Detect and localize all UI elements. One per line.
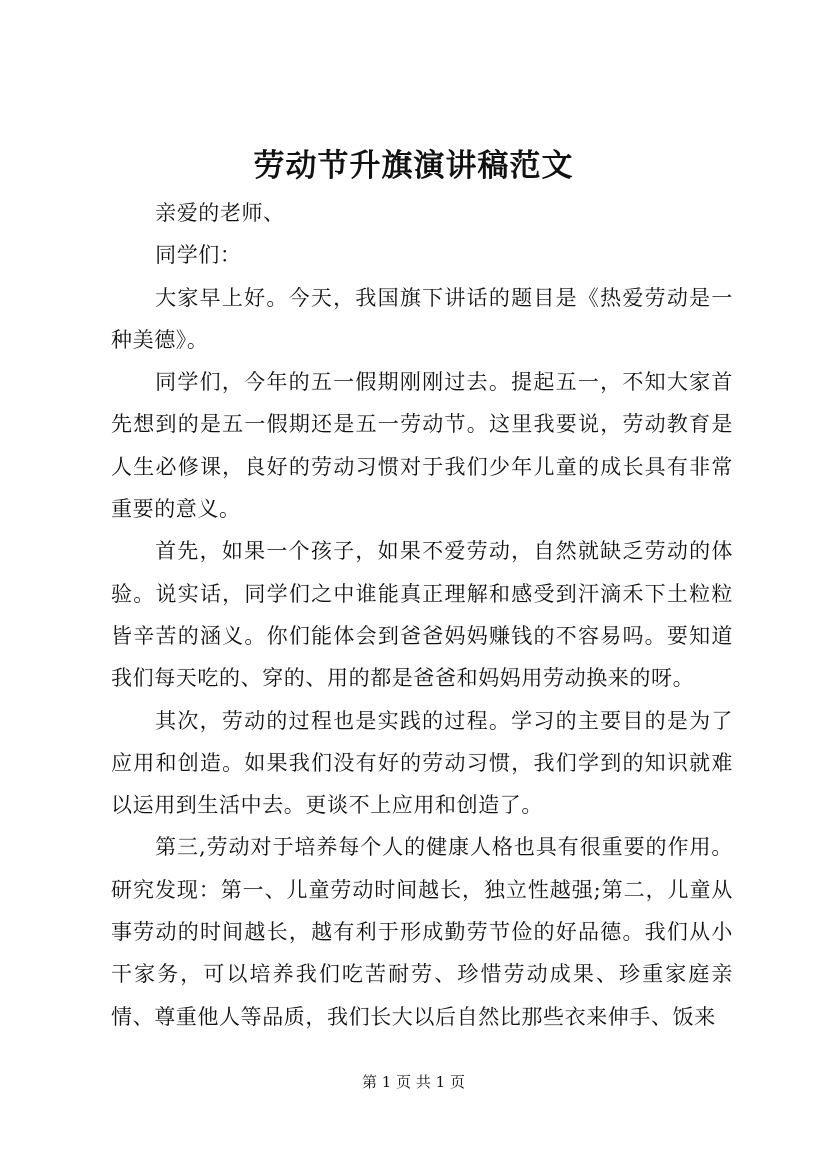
salutation-line-1: 亲爱的老师、 [155,201,285,225]
paragraph-third-point: 第三,劳动对于培养每个人的健康人格也具有很重要的作用。研究发现：第一、儿童劳动时间越长，独立性越强;第二，儿童从事劳动的时间越长，越有利于形成勤劳节俭的好品德。我们从小干家务，可以培养我们吃苦耐劳、珍惜劳动成果、珍重家庭亲情、尊重他人等品质，我们长大以后自然比那些衣来伸手、饭来 [111,835,733,1029]
document-title: 劳动节升旗演讲稿范文 [253,148,574,184]
paragraph-intro: 同学们，今年的五一假期刚刚过去。提起五一，不知大家首先想到的是五一假期还是五一劳动节。这里我要说，劳动教育是人生必修课，良好的劳动习惯对于我们少年儿童的成长具有非常重要的意义。 [111,370,733,522]
salutation-line-2: 同学们： [155,243,242,268]
document-body [111,192,733,1038]
paragraph-first-point: 首先，如果一个孩子，如果不爱劳动，自然就缺乏劳动的体验。说实话，同学们之中谁能真正理解和感受到汗滴禾下土粒粒皆辛苦的涵义。你们能体会到爸爸妈妈赚钱的不容易吗。要知道我们每天吃的、穿的、用的都是爸爸和妈妈用劳动换来的呀。 [111,539,733,691]
paragraph-greeting: 大家早上好。今天，我国旗下讲话的题目是《热爱劳动是一种美德》。 [111,285,733,352]
page-number-footer: 第 1 页 共 1 页 [362,1073,465,1091]
paragraph-second-point: 其次，劳动的过程也是实践的过程。学习的主要目的是为了应用和创造。如果我们没有好的劳动习惯，我们学到的知识就难以运用到生活中去。更谈不上应用和创造了。 [111,708,733,818]
